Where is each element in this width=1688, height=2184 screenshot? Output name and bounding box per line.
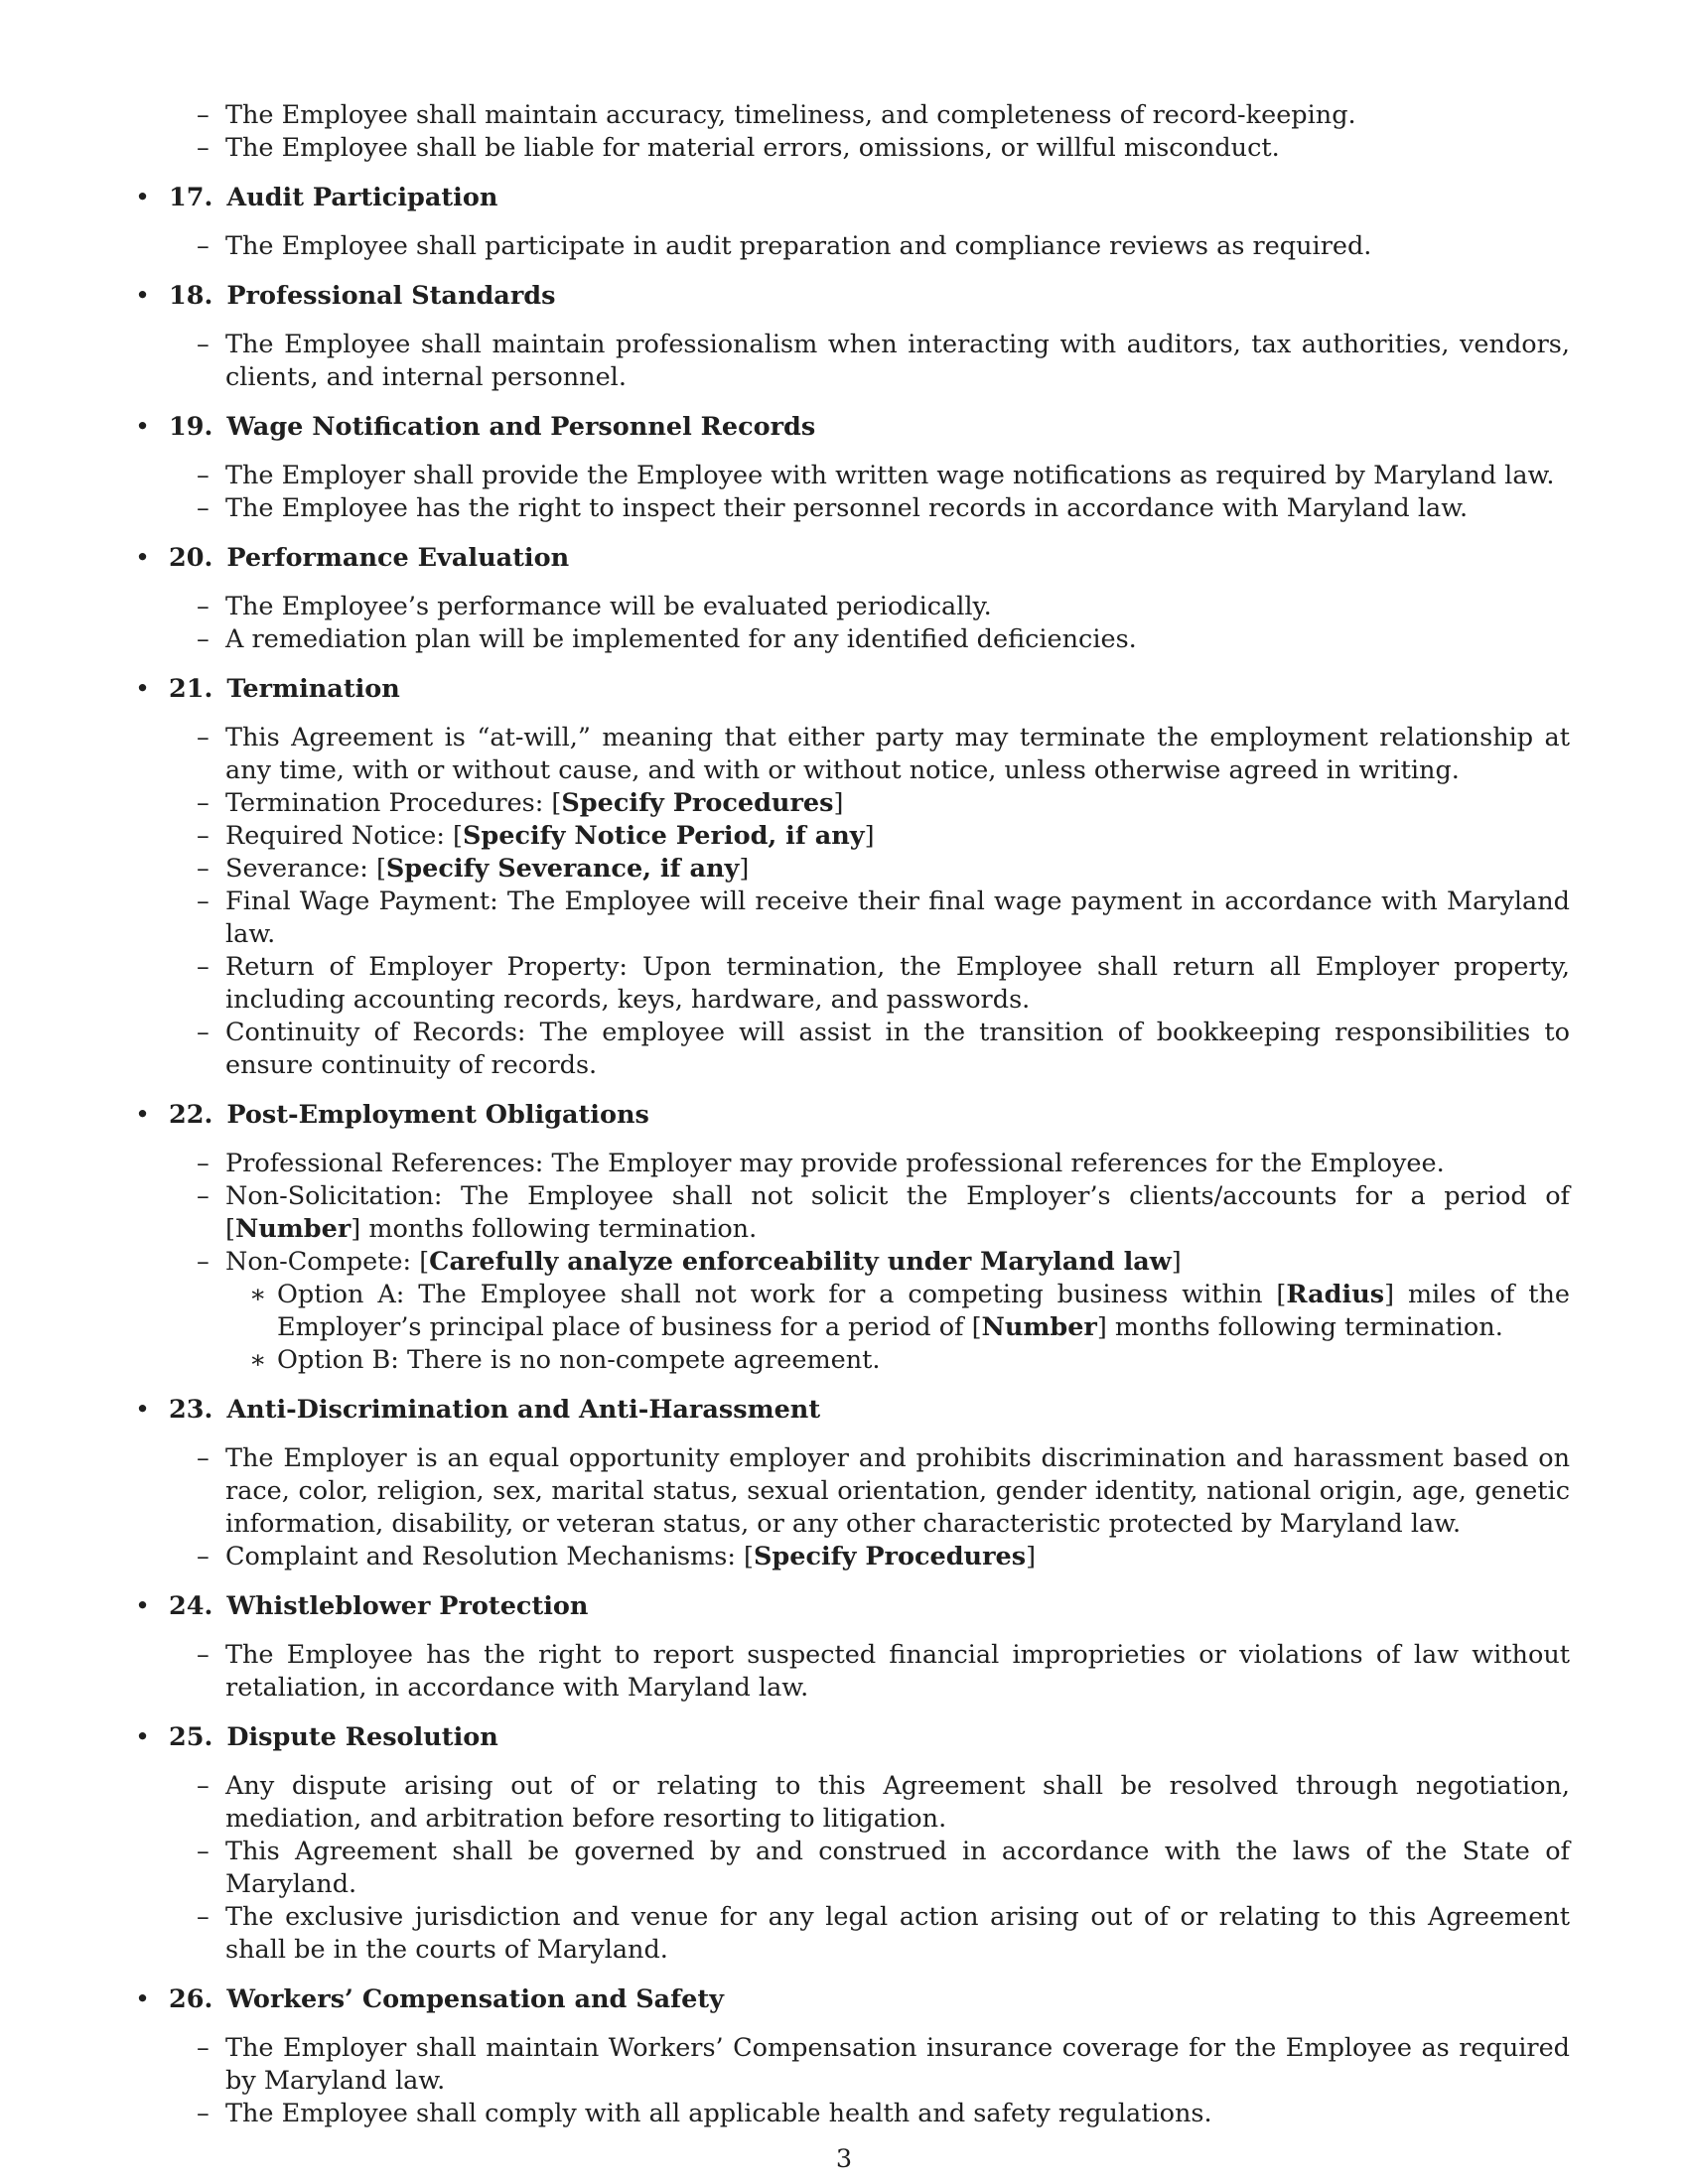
- list-item: – This Agreement shall be governed by and construed in accordance with the laws of the State of Maryland.: [197, 1837, 1570, 1899]
- bullet-marker: •: [135, 183, 151, 212]
- section-26: [135, 1983, 1589, 2130]
- list-item: – The Employee’s performance will be evaluated periodically.: [197, 592, 992, 621]
- list-item: – The Employer is an equal opportunity employer and prohibits discrimination and harassment based on race, color, religion, sex, marital status, sexual orientation, gender identity, national origin, age, genetic information, disability, or veteran status, or any other characteristic protected by Maryland law.: [197, 1443, 1570, 1539]
- placeholder-field: Specify Severance, if any: [385, 854, 740, 884]
- list-item: – Non-Solicitation: The Employee shall not solicit the Employer’s clients/accounts for a period of [Number] months following termination.: [197, 1181, 1570, 1244]
- section-items: [197, 1442, 1589, 1573]
- section-25: [135, 1721, 1589, 1967]
- sub-list-item: ∗ Option B: There is no non-compete agreement.: [249, 1345, 881, 1375]
- section-items: [197, 329, 1589, 394]
- list-item: – Continuity of Records: The employee will assist in the transition of bookkeeping responsibilities to ensure continuity of records.: [197, 1018, 1570, 1080]
- section-19: [135, 411, 1589, 525]
- list-item: – The exclusive jurisdiction and venue for any legal action arising out of or relating to this Agreement shall be in the courts of Maryland.: [197, 1902, 1570, 1965]
- list-item: – The Employee shall maintain accuracy, timeliness, and completeness of record-keeping.: [197, 100, 1356, 130]
- section-heading: • 26. Workers’ Compensation and Safety: [135, 1984, 724, 2014]
- list-item: – Final Wage Payment: The Employee will receive their final wage payment in accordance with Maryland law.: [197, 887, 1570, 949]
- section-18: [135, 280, 1589, 394]
- dash-marker: –: [197, 133, 210, 163]
- star-marker: ∗: [249, 1345, 267, 1375]
- bullet-marker: •: [135, 412, 151, 442]
- section-23: [135, 1394, 1589, 1573]
- bullet-marker: •: [135, 281, 151, 311]
- placeholder-field: Carefully analyze enforceability under Maryland law: [429, 1247, 1172, 1277]
- section-heading: • 21. Termination: [135, 674, 400, 704]
- sub-list: [249, 1279, 1570, 1377]
- bullet-marker: •: [135, 543, 151, 573]
- section-items: [197, 460, 1589, 525]
- continuation-list: [197, 99, 1589, 165]
- dash-marker: –: [197, 100, 210, 130]
- section-items: [197, 230, 1589, 263]
- list-item: – The Employee has the right to report suspected financial improprieties or violations of law without retaliation, in accordance with Maryland law.: [197, 1640, 1570, 1703]
- sub-list-item: ∗ Option A: The Employee shall not work for a competing business within [Radius] miles of the Employer’s principal place of business for a period of [Number] months following termination.: [249, 1280, 1570, 1342]
- section-heading: • 22. Post-Employment Obligations: [135, 1100, 649, 1130]
- list-item: – The Employee has the right to inspect their personnel records in accordance with Maryland law.: [197, 493, 1469, 523]
- placeholder-field: Number: [981, 1312, 1097, 1342]
- section-22: [135, 1099, 1589, 1377]
- list-item: – This Agreement is “at-will,” meaning that either party may terminate the employment relationship at any time, with or without cause, and with or without notice, unless otherwise agreed in writing.: [197, 723, 1570, 785]
- list-item: – The Employee shall comply with all applicable health and safety regulations.: [197, 2099, 1212, 2128]
- section-21: [135, 673, 1589, 1082]
- section-items: [197, 1148, 1589, 1377]
- bullet-marker: •: [135, 1984, 151, 2014]
- section-items: [197, 1639, 1589, 1705]
- section-24: [135, 1590, 1589, 1705]
- bullet-marker: •: [135, 1395, 151, 1425]
- placeholder-field: Number: [234, 1214, 352, 1244]
- placeholder-field: Specify Procedures: [754, 1542, 1027, 1571]
- page-content: [135, 99, 1589, 2130]
- section-heading: • 25. Dispute Resolution: [135, 1722, 498, 1752]
- list-item: – Non-Compete: [Carefully analyze enforceability under Maryland law] ∗ Option A: The Employee shall not work for a competing business within [Radius] miles of the Employer’s principal place of business for a period of [Number] months following termination. ∗ Option B: There is no non-compete agreement.: [197, 1247, 1570, 1375]
- section-heading: • 24. Whistleblower Protection: [135, 1591, 589, 1621]
- bullet-marker: •: [135, 1722, 151, 1752]
- list-item: – A remediation plan will be implemented for any identified deficiencies.: [197, 624, 1137, 654]
- section-items: [197, 722, 1589, 1082]
- section-heading: • 19. Wage Notification and Personnel Records: [135, 412, 816, 442]
- bullet-marker: •: [135, 1100, 151, 1130]
- section-17: [135, 182, 1589, 263]
- section-heading: • 17. Audit Participation: [135, 183, 498, 212]
- bullet-marker: •: [135, 674, 151, 704]
- page-number: 3: [835, 2144, 853, 2174]
- list-item: – Severance: [Specify Severance, if any]: [197, 854, 750, 884]
- list-item: – The Employer shall provide the Employee with written wage notifications as required by Maryland law.: [197, 461, 1555, 490]
- list-item: – Any dispute arising out of or relating to this Agreement shall be resolved through negotiation, mediation, and arbitration before resorting to litigation.: [197, 1771, 1570, 1834]
- list-item: – Return of Employer Property: Upon termination, the Employee shall return all Employer property, including accounting records, keys, hardware, and passwords.: [197, 952, 1570, 1015]
- list-item: – The Employer shall maintain Workers’ Compensation insurance coverage for the Employee as required by Maryland law.: [197, 2033, 1570, 2096]
- placeholder-field: Specify Procedures: [561, 788, 834, 818]
- section-items: [197, 1770, 1589, 1967]
- section-heading: • 18. Professional Standards: [135, 281, 556, 311]
- list-item: – The Employee shall maintain professionalism when interacting with auditors, tax authorities, vendors, clients, and internal personnel.: [197, 330, 1570, 392]
- placeholder-field: Specify Notice Period, if any: [463, 821, 865, 851]
- list-item: – Complaint and Resolution Mechanisms: [Specify Procedures]: [197, 1542, 1037, 1571]
- list-item: – The Employee shall be liable for material errors, omissions, or willful misconduct.: [197, 133, 1280, 163]
- list-item: – Professional References: The Employer may provide professional references for the Employee.: [197, 1149, 1445, 1178]
- section-heading: • 23. Anti-Discrimination and Anti-Harassment: [135, 1395, 821, 1425]
- section-heading: • 20. Performance Evaluation: [135, 543, 570, 573]
- list-item: – Required Notice: [Specify Notice Period, if any]: [197, 821, 875, 851]
- list-item: – The Employee shall participate in audit preparation and compliance reviews as required.: [197, 231, 1372, 261]
- list-item: – Termination Procedures: [Specify Procedures]: [197, 788, 844, 818]
- section-items: [197, 2032, 1589, 2130]
- star-marker: ∗: [249, 1280, 267, 1309]
- section-items: [197, 591, 1589, 656]
- bullet-marker: •: [135, 1591, 151, 1621]
- section-20: [135, 542, 1589, 656]
- placeholder-field: Radius: [1286, 1280, 1385, 1309]
